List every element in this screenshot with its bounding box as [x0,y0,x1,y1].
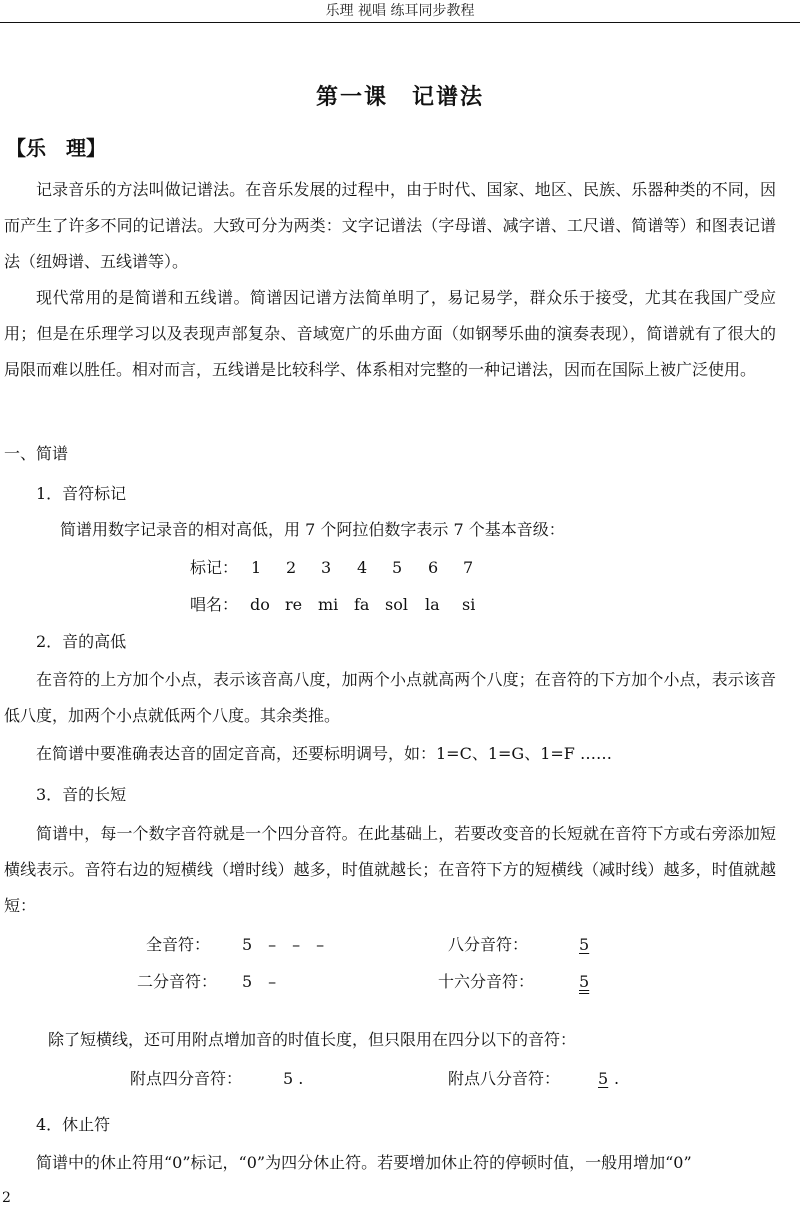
half-note-value: 5 – [242,972,277,991]
sing-label: 唱名： [190,595,239,614]
dotted-eighth-dot: . [614,1069,620,1088]
dotted-eighth-note: 5 [598,1069,609,1088]
sixteenth-note-label: 十六分音符： [438,972,535,991]
mark-5: 5 [392,558,403,577]
mark-3: 3 [321,558,332,577]
sub2-text-1: 在音符的上方加个小点，表示该音高八度，加两个小点就高两个八度；在音符的下方加个小点，表示该音低八度，加两个小点就低两个八度。其余类推。 [4,670,776,725]
eighth-note-value: 5 [579,935,590,954]
whole-note-label: 全音符： [146,935,211,954]
page-number: 2 [2,1190,11,1206]
sub1-heading: 1．音符标记 [36,484,127,503]
mark-6: 6 [428,558,439,577]
sub3-text-1: 简谱中，每一个数字音符就是一个四分音符。在此基础上，若要改变音的长短就在音符下方或右旁添加短横线表示。音符右边的短横线（增时线）越多，时值就越长；在音符下方的短横线（减时线）越多，时值就越短： [4,824,776,915]
intro-paragraph-2: 现代常用的是简谱和五线谱。简谱因记谱方法简单明了，易记易学，群众乐于接受，尤其在我国广受应用；但是在乐理学习以及表现声部复杂、音域宽广的乐曲方面（如钢琴乐曲的演奏表现），简谱就有了很大的局限而难以胜任。相对而言，五线谱是比较科学、体系相对完整的一种记谱法，因而在国际上被广泛使用。 [4,288,776,379]
sing-do: do [250,595,270,614]
mark-4: 4 [357,558,368,577]
eighth-note-label: 八分音符： [448,935,529,954]
sub3-text-2: 除了短横线，还可用附点增加音的时值长度，但只限用在四分以下的音符： [48,1030,577,1049]
part1-heading: 一、简谱 [4,444,69,463]
sub3-heading: 3．音的长短 [36,785,127,804]
dotted-quarter-label: 附点四分音符： [130,1069,243,1088]
mark-2: 2 [286,558,297,577]
sub4-heading: 4．休止符 [36,1115,111,1134]
header-rule [0,22,800,23]
section-heading: 【乐 理】 [6,136,106,160]
sub2-heading: 2．音的高低 [36,632,127,651]
sing-fa: fa [354,595,370,614]
sixteenth-note-value: 5 [579,972,590,991]
sub1-text: 简谱用数字记录音的相对高低，用 7 个阿拉伯数字表示 7 个基本音级： [60,520,565,539]
sing-sol: sol [385,595,408,614]
marks-label: 标记： [190,558,239,577]
half-note-label: 二分音符： [137,972,218,991]
sing-si: si [462,595,476,614]
intro-paragraph-1: 记录音乐的方法叫做记谱法。在音乐发展的过程中，由于时代、国家、地区、民族、乐器种类的不同，因而产生了许多不同的记谱法。大致可分为两类：文字记谱法（字母谱、减字谱、工尺谱、简谱等）和图表记谱法（纽姆谱、五线谱等）。 [4,180,776,271]
sub4-text: 简谱中的休止符用“0”标记，“0”为四分休止符。若要增加休止符的停顿时值，一般用增加“0” [36,1153,692,1172]
dotted-quarter-value: 5 . [283,1069,304,1088]
mark-7: 7 [463,558,474,577]
lesson-title: 第一课 记谱法 [315,84,484,110]
dotted-eighth-label: 附点八分音符： [448,1069,561,1088]
whole-note-value: 5 – – – [242,935,325,954]
running-header: 乐理 视唱 练耳同步教程 [325,3,475,19]
sing-re: re [285,595,303,614]
sing-la: la [425,595,440,614]
sing-mi: mi [318,595,339,614]
sub2-text-2: 在简谱中要准确表达音的固定音高，还要标明调号，如：1=C、1=G、1=F …… [36,744,612,763]
mark-1: 1 [251,558,262,577]
